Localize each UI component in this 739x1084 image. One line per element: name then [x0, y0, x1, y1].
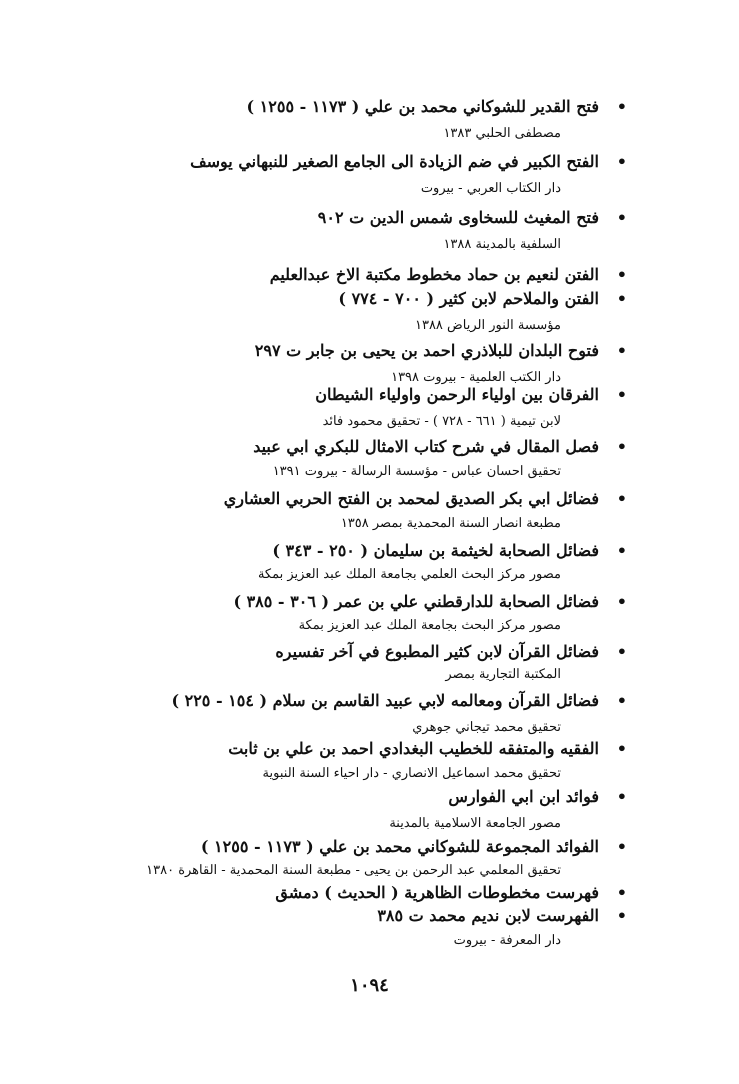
entry-title-text: فضائل الصحابة للدارقطني علي بن عمر ( ٣٠٦ - ٣٨٥ ): [233, 592, 599, 611]
entry-title-text: الفتن لنعيم بن حماد مخطوط مكتبة الاخ عبدالعليم: [269, 265, 599, 284]
entry-title-text: فتوح البلدان للبلاذري احمد بن يحيى بن جابر ت ٢٩٧: [254, 341, 599, 360]
bullet-icon: •: [616, 341, 627, 360]
entry-detail: لابن تيمية ( ٦٦١ - ٧٢٨ ) - تحقيق محمود فائد: [322, 414, 561, 429]
entry-title-text: فضائل ابي بكر الصديق لمحمد بن الفتح الحربي العشاري: [223, 489, 599, 508]
entry-detail: مؤسسة النور الرياض ١٣٨٨: [414, 318, 561, 333]
bullet-icon: •: [616, 289, 627, 308]
bullet-icon: •: [616, 837, 627, 856]
bullet-icon: •: [616, 97, 627, 116]
entry-title: [253, 437, 627, 457]
entry-title-text: الفقيه والمتفقه للخطيب البغدادي احمد بن علي بن ثابت: [228, 739, 599, 758]
bullet-icon: •: [616, 592, 627, 611]
bullet-icon: •: [616, 208, 627, 227]
bullet-icon: •: [616, 437, 627, 456]
entry-title-text: فوائد ابن ابي الفوارس: [448, 787, 599, 806]
entry-detail: السلفية بالمدينة ١٣٨٨: [443, 237, 561, 252]
entry-detail: دار المعرفة - بيروت: [453, 933, 561, 948]
entry-title: [275, 883, 627, 903]
entry-title: [270, 265, 627, 285]
bullet-icon: •: [616, 906, 627, 925]
entry-detail: مصور الجامعة الاسلامية بالمدينة: [389, 816, 561, 831]
entry-title: [448, 787, 627, 807]
entry-title-text: فضائل القرآن لابن كثير المطبوع في آخر تفسيره: [275, 642, 599, 661]
entry-title-text: الفهرست لابن نديم محمد ت ٣٨٥: [377, 906, 599, 925]
entry-title-text: فهرست مخطوطات الظاهرية ( الحديث ) دمشق: [275, 883, 599, 902]
entry-title: [275, 642, 627, 662]
entry-detail: دار الكتب العلمية - بيروت ١٣٩٨: [391, 370, 561, 385]
entry-title-text: فتح القدير للشوكاني محمد بن علي ( ١١٧٣ - ١٢٥٥ ): [246, 97, 599, 116]
entry-detail: المكتبة التجارية بمصر: [445, 667, 561, 682]
entry-title: [377, 906, 627, 926]
entry-detail: تحقيق محمد اسماعيل الانصاري - دار احياء السنة النبوية: [262, 766, 561, 781]
entry-detail: مطبعة انصار السنة المحمدية بمصر ١٣٥٨: [340, 516, 561, 531]
entry-detail: مصطفى الحلبي ١٣٨٣: [443, 126, 561, 141]
entry-title: [247, 97, 627, 117]
entry-title: [315, 385, 627, 405]
entry-title-text: الفرقان بين اولياء الرحمن واولياء الشيطان: [315, 385, 599, 404]
bullet-icon: •: [616, 489, 627, 508]
entry-detail: دار الكتاب العربي - بيروت: [420, 181, 561, 196]
entry-title: [201, 837, 627, 857]
entry-detail: تحقيق محمد تيجاني جوهري: [412, 720, 561, 735]
entry-detail: مصور مركز البحث بجامعة الملك عبد العزيز بمكة: [298, 618, 561, 633]
bullet-icon: •: [616, 739, 627, 758]
entry-title-text: فضائل الصحابة لخيثمة بن سليمان ( ٢٥٠ - ٣٤٣ ): [272, 541, 599, 560]
entry-title-text: الفتح الكبير في ضم الزيادة الى الجامع الصغير للنبهاني يوسف: [190, 152, 599, 171]
bullet-icon: •: [616, 385, 627, 404]
entry-title-text: فصل المقال في شرح كتاب الامثال للبكري ابي عبيد: [253, 437, 599, 456]
entry-title: [338, 289, 627, 309]
entry-title: [171, 691, 627, 711]
bullet-icon: •: [616, 541, 627, 560]
entry-title: [233, 592, 627, 612]
entry-title-text: الفوائد المجموعة للشوكاني محمد بن علي ( ١١٧٣ - ١٢٥٥ ): [200, 837, 599, 856]
entry-detail: مصور مركز البحث العلمي بجامعة الملك عبد العزيز بمكة: [257, 567, 561, 582]
bullet-icon: •: [616, 883, 627, 902]
bullet-icon: •: [616, 691, 627, 710]
bullet-icon: •: [616, 787, 627, 806]
entry-title: [272, 541, 627, 561]
page-number: ١٠٩٤: [350, 975, 389, 996]
entry-title-text: فتح المغيث للسخاوى شمس الدين ت ٩٠٢: [317, 208, 599, 227]
entry-title-text: فضائل القرآن ومعالمه لابي عبيد القاسم بن سلام ( ١٥٤ - ٢٢٥ ): [171, 691, 599, 710]
entry-detail: تحقيق احسان عباس - مؤسسة الرسالة - بيروت ١٣٩١: [272, 464, 561, 479]
bullet-icon: •: [616, 265, 627, 284]
entry-title: [255, 341, 627, 361]
entry-title: [318, 208, 627, 228]
bullet-icon: •: [616, 152, 627, 171]
entry-title: [228, 739, 627, 759]
entry-detail: تحقيق المعلمي عبد الرحمن بن يحيى - مطبعة السنة المحمدية - القاهرة ١٣٨٠: [146, 863, 561, 878]
entry-title: [224, 489, 627, 509]
bullet-icon: •: [616, 642, 627, 661]
entry-title-text: الفتن والملاحم لابن كثير ( ٧٠٠ - ٧٧٤ ): [338, 289, 599, 308]
entry-title: [190, 152, 627, 172]
